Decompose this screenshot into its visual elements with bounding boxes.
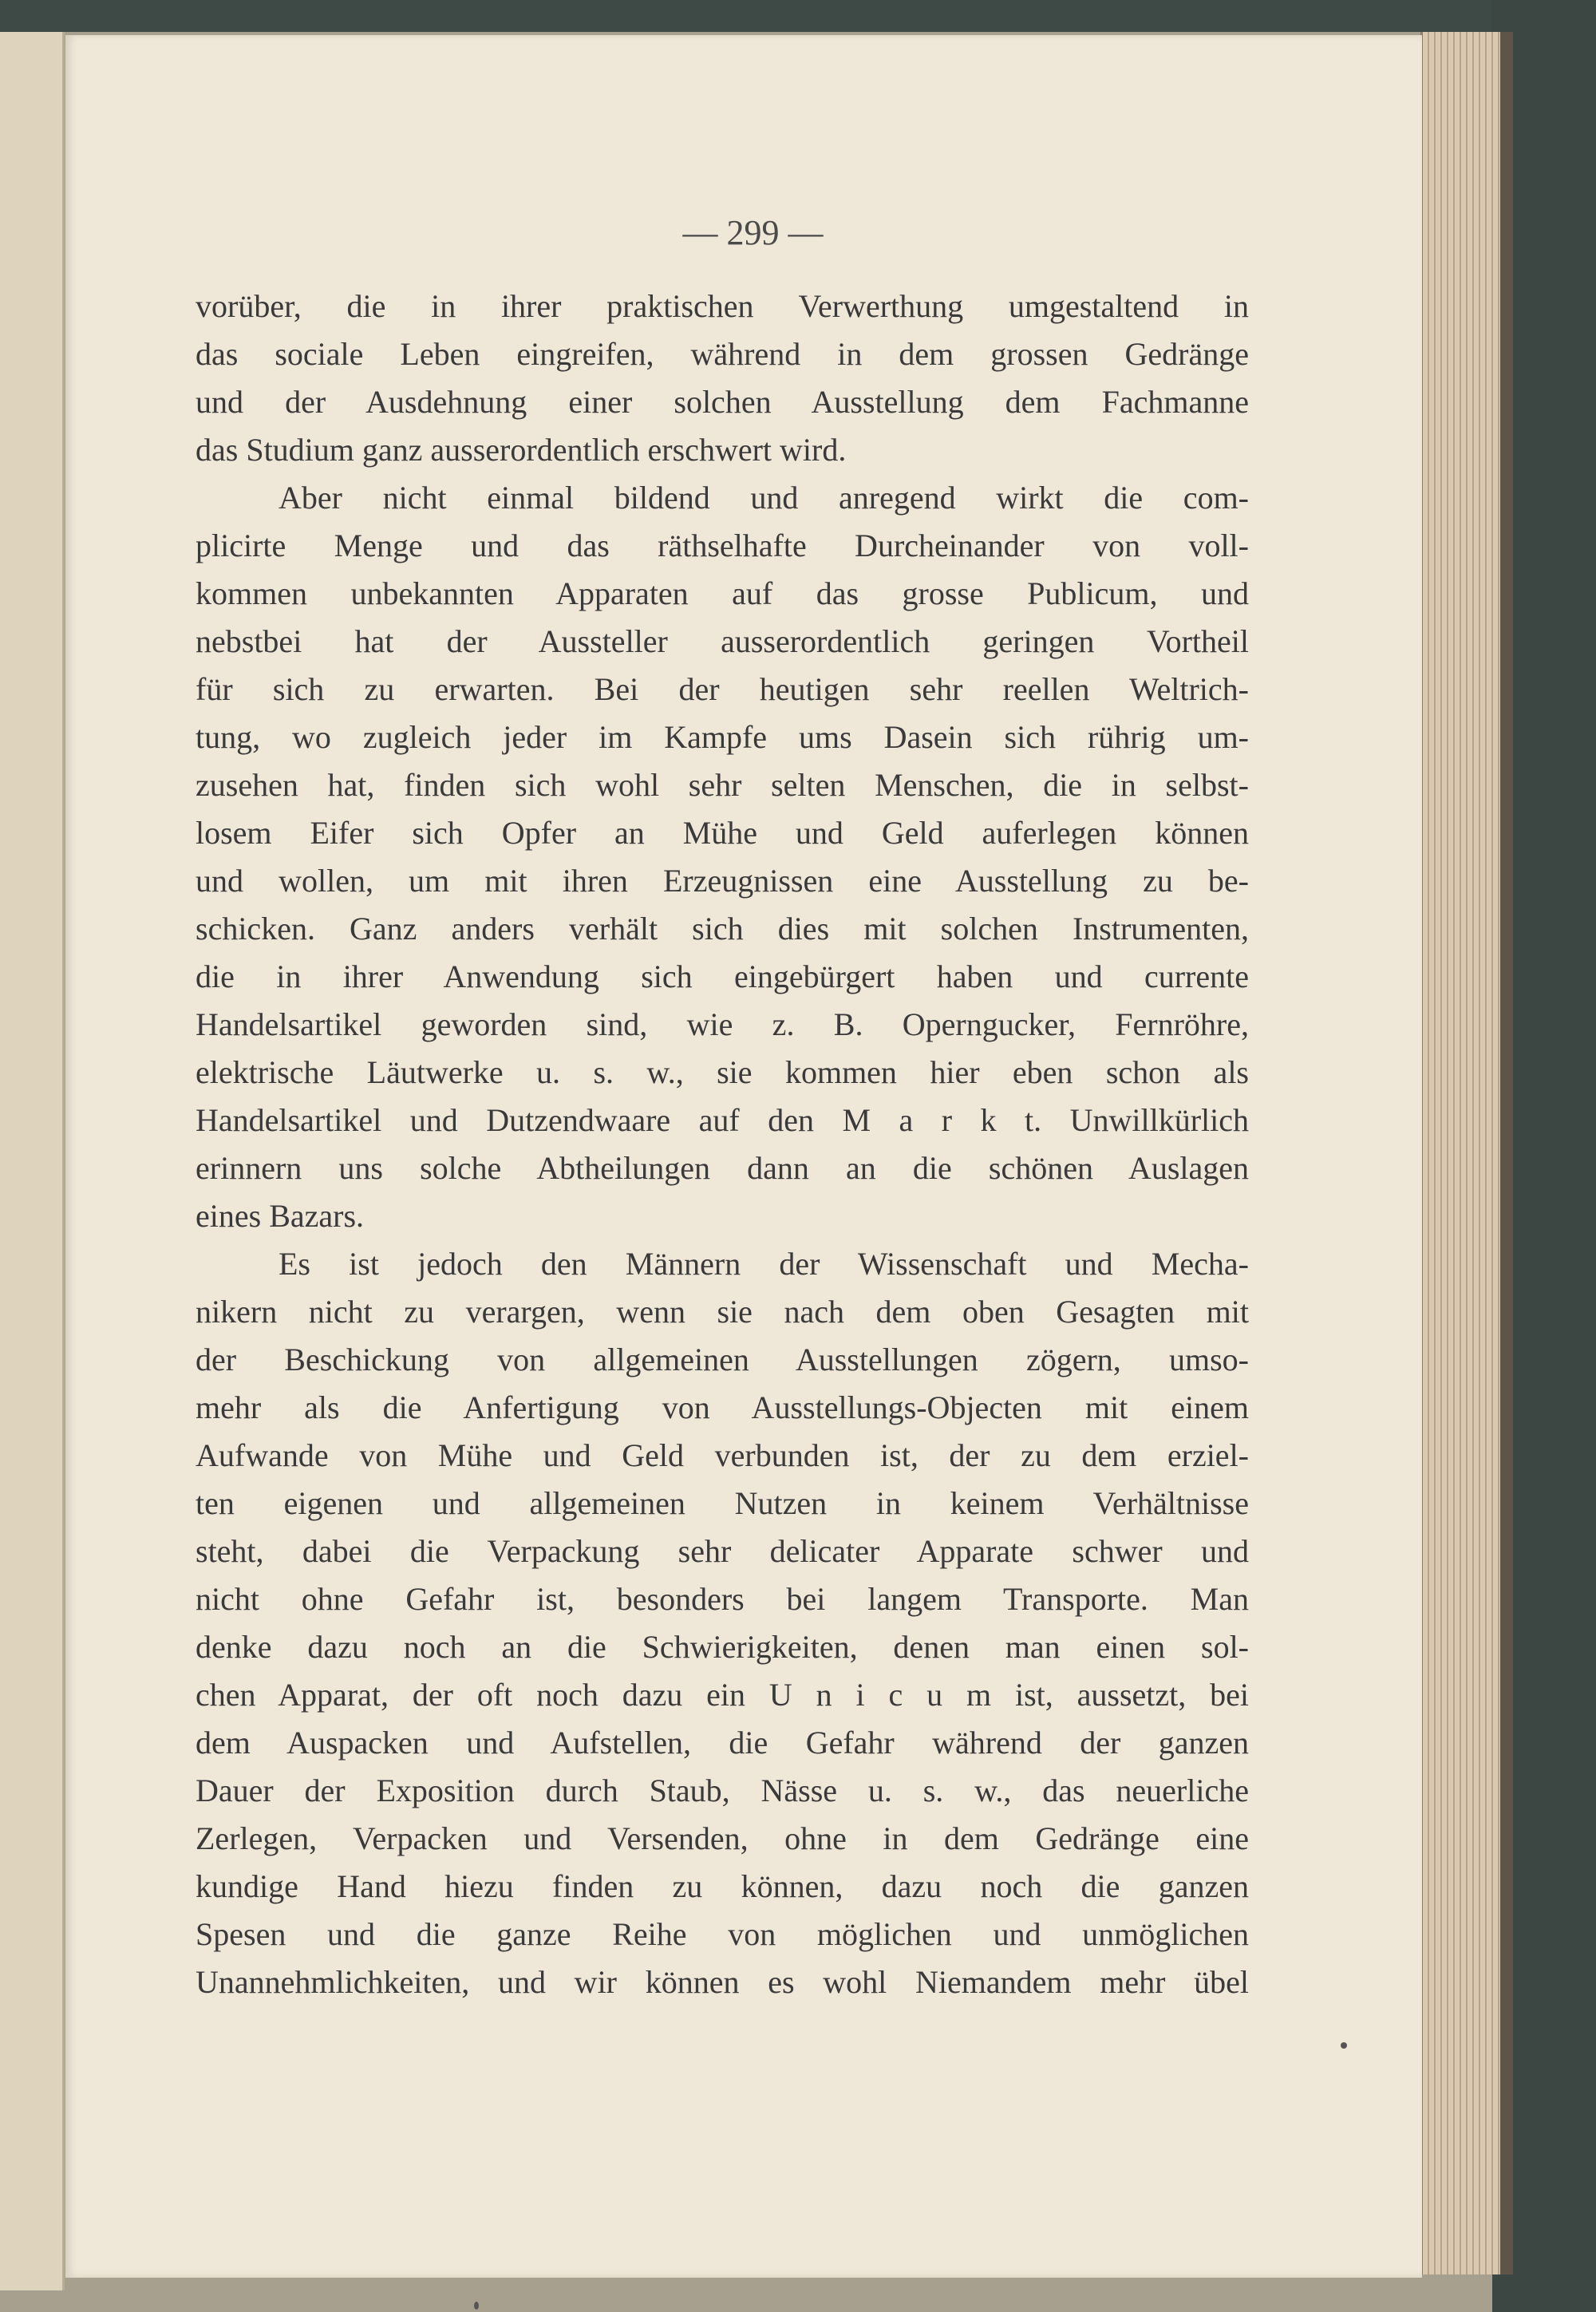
text-line: ten eigenen und allgemeinen Nutzen in keinem Verhältnisse: [196, 1485, 1249, 1521]
text-line: plicirte Menge und das räthselhafte Durcheinander von voll-: [196, 528, 1249, 563]
text-line: mehr als die Anfertigung von Ausstellungs-Objecten mit einem: [196, 1389, 1249, 1425]
facing-page-edge: [0, 32, 65, 2290]
page-body: [196, 283, 1249, 2006]
text-line: Aber nicht einmal bildend und anregend wirkt die com-: [279, 480, 1249, 516]
page-number: — 299 —: [682, 213, 824, 252]
text-line: für sich zu erwarten. Bei der heutigen sehr reellen Weltrich-: [196, 671, 1249, 707]
text-line: nikern nicht zu verargen, wenn sie nach dem oben Gesagten mit: [196, 1294, 1249, 1330]
text-line: zusehen hat, finden sich wohl sehr selten Menschen, die in selbst-: [196, 767, 1249, 803]
text-line: und wollen, um mit ihren Erzeugnissen eine Ausstellung zu be-: [196, 863, 1249, 899]
text-line: Es ist jedoch den Männern der Wissenschaft und Mecha-: [279, 1246, 1249, 1282]
text-line: Handelsartikel und Dutzendwaare auf den M a r k t. Unwillkürlich: [196, 1102, 1249, 1138]
text-line: schicken. Ganz anders verhält sich dies mit solchen Instrumenten,: [196, 911, 1249, 947]
text-line: Unannehmlichkeiten, und wir können es wohl Niemandem mehr übel: [196, 1964, 1249, 2000]
text-line: nebstbei hat der Aussteller ausserordentlich geringen Vortheil: [196, 623, 1249, 659]
page-stack-edges: [1420, 32, 1503, 2274]
binding-edge: [1500, 32, 1513, 2274]
text-line: Dauer der Exposition durch Staub, Nässe u. s. w., das neuerliche: [196, 1773, 1249, 1808]
text-line: denke dazu noch an die Schwierigkeiten, denen man einen sol-: [196, 1629, 1249, 1665]
text-line: chen Apparat, der oft noch dazu ein U n i c u m ist, aussetzt, bei: [196, 1677, 1249, 1713]
text-line: eines Bazars.: [196, 1198, 365, 1234]
text-line: Spesen und die ganze Reihe von möglichen und unmöglichen: [196, 1916, 1249, 1952]
text-line: Zerlegen, Verpacken und Versenden, ohne in dem Gedränge eine: [196, 1820, 1249, 1856]
text-line: das Studium ganz ausserordentlich erschwert wird.: [196, 432, 847, 468]
text-line: erinnern uns solche Abtheilungen dann an die schönen Auslagen: [196, 1150, 1249, 1186]
text-line: das sociale Leben eingreifen, während in dem grossen Gedränge: [196, 336, 1249, 372]
paper-speck: [474, 2302, 479, 2310]
paper-speck: [1341, 2042, 1347, 2049]
text-line: tung, wo zugleich jeder im Kampfe ums Dasein sich rührig um-: [196, 719, 1249, 755]
text-line: Aufwande von Mühe und Geld verbunden ist, der zu dem erziel-: [196, 1437, 1249, 1473]
text-line: die in ihrer Anwendung sich eingebürgert haben und currente: [196, 958, 1249, 994]
text-line: dem Auspacken und Aufstellen, die Gefahr während der ganzen: [196, 1725, 1249, 1761]
text-line: Handelsartikel geworden sind, wie z. B. Operngucker, Fernröhre,: [196, 1006, 1249, 1042]
text-line: nicht ohne Gefahr ist, besonders bei langem Transporte. Man: [196, 1581, 1249, 1617]
text-line: vorüber, die in ihrer praktischen Verwerthung umgestaltend in: [196, 288, 1249, 324]
text-line: der Beschickung von allgemeinen Ausstellungen zögern, umso-: [196, 1342, 1249, 1377]
book-cover-top: [0, 0, 1596, 32]
book-page: [65, 35, 1422, 2278]
text-line: losem Eifer sich Opfer an Mühe und Geld auferlegen können: [196, 815, 1249, 851]
text-line: kommen unbekannten Apparaten auf das grosse Publicum, und: [196, 575, 1249, 611]
text-line: elektrische Läutwerke u. s. w., sie kommen hier eben schon als: [196, 1054, 1249, 1090]
text-line: kundige Hand hiezu finden zu können, dazu noch die ganzen: [196, 1868, 1249, 1904]
text-line: steht, dabei die Verpackung sehr delicater Apparate schwer und: [196, 1533, 1249, 1569]
text-line: und der Ausdehnung einer solchen Ausstellung dem Fachmanne: [196, 384, 1249, 420]
